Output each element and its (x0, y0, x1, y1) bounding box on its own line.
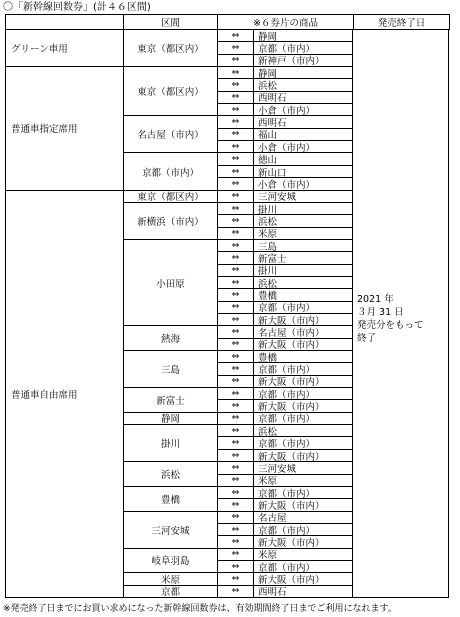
two-way-arrow-icon: ⇔ (217, 313, 254, 326)
route-block (123, 29, 352, 66)
destination-cell: 新大阪（市内） (253, 535, 353, 548)
route-row (217, 227, 352, 239)
destination-cell: 京都（市内） (253, 362, 353, 375)
origin-cell: 東京（都区内） (123, 66, 218, 116)
route-block (123, 387, 352, 412)
origin-cell: 東京（都区内） (123, 29, 218, 67)
page-title: 〇「新幹線回数券」(計４６区間) (3, 2, 151, 13)
ticket-blocks (123, 29, 352, 66)
destination-list (217, 115, 352, 152)
end-date-cell (352, 29, 449, 598)
destination-cell: 新大阪（市内） (253, 572, 353, 585)
route-row (217, 399, 352, 411)
destination-cell: 京都（市内） (253, 41, 353, 54)
two-way-arrow-icon: ⇔ (217, 436, 254, 449)
route-row (217, 239, 352, 251)
route-block (123, 511, 352, 548)
route-block (123, 66, 352, 115)
destination-list (217, 152, 352, 189)
destination-cell: 名古屋（市内） (253, 325, 353, 338)
destination-cell: 西明石 (253, 585, 353, 598)
destination-cell: 小倉（市内） (253, 177, 353, 190)
ticket-group (5, 66, 352, 190)
two-way-arrow-icon: ⇔ (217, 276, 254, 289)
ticket-type-cell: 普通車指定席用 (5, 66, 124, 191)
two-way-arrow-icon: ⇔ (217, 227, 254, 240)
two-way-arrow-icon: ⇔ (217, 548, 254, 561)
two-way-arrow-icon: ⇔ (217, 29, 254, 42)
route-row (217, 264, 352, 276)
route-row (217, 535, 352, 547)
origin-cell: 京都 (123, 585, 218, 598)
destination-cell: 徳山 (253, 152, 353, 165)
two-way-arrow-icon: ⇔ (217, 338, 254, 351)
origin-cell: 三河安城 (123, 511, 218, 549)
route-row (217, 548, 352, 560)
destination-list (217, 511, 352, 548)
origin-cell: 熱海 (123, 325, 218, 351)
destination-list (217, 190, 352, 202)
route-block (123, 350, 352, 387)
destination-list (217, 412, 352, 424)
two-way-arrow-icon: ⇔ (217, 523, 254, 536)
destination-list (217, 350, 352, 387)
destination-cell: 静岡 (253, 66, 353, 79)
destination-cell: 新大阪（市内） (253, 399, 353, 412)
origin-cell: 東京（都区内） (123, 190, 218, 203)
destination-cell: 新大阪（市内） (253, 449, 353, 462)
route-block (123, 152, 352, 189)
two-way-arrow-icon: ⇔ (217, 399, 254, 412)
destination-list (217, 585, 352, 597)
route-row (217, 511, 352, 523)
route-table (5, 14, 449, 597)
route-row (217, 325, 352, 337)
destination-list (217, 325, 352, 350)
end-date-text: 2021 年 ３月 31 日 発売分をもって 終了 (357, 293, 424, 344)
route-row (217, 436, 352, 448)
destination-cell: 京都（市内） (253, 486, 353, 499)
route-row (217, 412, 352, 424)
route-row (217, 498, 352, 510)
two-way-arrow-icon: ⇔ (217, 214, 254, 227)
two-way-arrow-icon: ⇔ (217, 41, 254, 54)
destination-cell: 浜松 (253, 276, 353, 289)
route-block (123, 115, 352, 152)
ticket-type-cell: グリーン車用 (5, 29, 124, 67)
route-row (217, 214, 352, 226)
two-way-arrow-icon: ⇔ (217, 152, 254, 165)
two-way-arrow-icon: ⇔ (217, 301, 254, 314)
two-way-arrow-icon: ⇔ (217, 572, 254, 585)
route-block (123, 585, 352, 597)
two-way-arrow-icon: ⇔ (217, 115, 254, 128)
header-blank (5, 14, 124, 30)
route-row (217, 523, 352, 535)
route-row (217, 449, 352, 461)
two-way-arrow-icon: ⇔ (217, 128, 254, 141)
destination-cell: 新富士 (253, 251, 353, 264)
two-way-arrow-icon: ⇔ (217, 498, 254, 511)
destination-cell: 京都（市内） (253, 523, 353, 536)
route-row (217, 585, 352, 597)
destination-cell: 新大阪（市内） (253, 498, 353, 511)
destination-list (217, 387, 352, 412)
route-row (217, 560, 352, 572)
ticket-blocks (123, 190, 352, 598)
route-row (217, 572, 352, 584)
two-way-arrow-icon: ⇔ (217, 585, 254, 598)
origin-cell: 小田原 (123, 239, 218, 326)
destination-list (217, 239, 352, 325)
destination-cell: 掛川 (253, 202, 353, 215)
destination-cell: 三河安城 (253, 190, 353, 203)
route-row (217, 387, 352, 399)
destination-cell: 京都（市内） (253, 412, 353, 425)
two-way-arrow-icon: ⇔ (217, 288, 254, 301)
origin-cell: 浜松 (123, 461, 218, 487)
route-block (123, 486, 352, 511)
route-block (123, 461, 352, 486)
route-row (217, 486, 352, 498)
destination-list (217, 202, 352, 239)
two-way-arrow-icon: ⇔ (217, 486, 254, 499)
two-way-arrow-icon: ⇔ (217, 66, 254, 79)
origin-cell: 新富士 (123, 387, 218, 413)
route-block (123, 548, 352, 573)
route-row (217, 66, 352, 78)
two-way-arrow-icon: ⇔ (217, 91, 254, 104)
route-row (217, 461, 352, 473)
two-way-arrow-icon: ⇔ (217, 560, 254, 573)
route-row (217, 474, 352, 486)
destination-cell: 新大阪（市内） (253, 338, 353, 351)
destination-cell: 西明石 (253, 115, 353, 128)
route-row (217, 288, 352, 300)
destination-cell: 浜松 (253, 78, 353, 91)
two-way-arrow-icon: ⇔ (217, 387, 254, 400)
two-way-arrow-icon: ⇔ (217, 54, 254, 67)
route-row (217, 313, 352, 325)
header-products: ※６券片の商品 (217, 14, 354, 30)
route-row (217, 29, 352, 41)
two-way-arrow-icon: ⇔ (217, 449, 254, 462)
route-block (123, 325, 352, 350)
route-row (217, 54, 352, 66)
destination-cell: 浜松 (253, 424, 353, 437)
route-block (123, 202, 352, 239)
destination-cell: 小倉（市内） (253, 103, 353, 116)
route-row (217, 190, 352, 202)
route-row (217, 276, 352, 288)
destination-cell: 米原 (253, 227, 353, 240)
destination-cell: 新大阪（市内） (253, 313, 353, 326)
header-section: 区間 (123, 14, 218, 30)
destination-cell: 京都（市内） (253, 560, 353, 573)
route-row (217, 128, 352, 140)
destination-cell: 豊橋 (253, 288, 353, 301)
destination-cell: 京都（市内） (253, 387, 353, 400)
origin-cell: 掛川 (123, 424, 218, 462)
two-way-arrow-icon: ⇔ (217, 78, 254, 91)
ticket-group (5, 29, 352, 66)
destination-cell: 新山口 (253, 165, 353, 178)
destination-cell: 浜松 (253, 214, 353, 227)
destination-list (217, 424, 352, 461)
route-block (123, 190, 352, 202)
destination-list (217, 572, 352, 584)
route-row (217, 424, 352, 436)
two-way-arrow-icon: ⇔ (217, 412, 254, 425)
two-way-arrow-icon: ⇔ (217, 461, 254, 474)
footnote: ※発売終了日までにお買い求めになった新幹線回数券は、有効期間終了日までご利用になれます。 (3, 604, 397, 614)
destination-list (217, 66, 352, 115)
route-block (123, 239, 352, 325)
route-block (123, 572, 352, 584)
destination-cell: 福山 (253, 128, 353, 141)
two-way-arrow-icon: ⇔ (217, 103, 254, 116)
destination-cell: 小倉（市内） (253, 140, 353, 153)
two-way-arrow-icon: ⇔ (217, 424, 254, 437)
two-way-arrow-icon: ⇔ (217, 202, 254, 215)
destination-cell: 新大阪（市内） (253, 375, 353, 388)
route-row (217, 115, 352, 127)
route-row (217, 362, 352, 374)
origin-cell: 静岡 (123, 412, 218, 425)
route-row (217, 91, 352, 103)
origin-cell: 米原 (123, 572, 218, 585)
two-way-arrow-icon: ⇔ (217, 375, 254, 388)
route-row (217, 78, 352, 90)
ticket-blocks (123, 66, 352, 190)
destination-cell: 静岡 (253, 29, 353, 42)
origin-cell: 岐阜羽島 (123, 548, 218, 574)
destination-cell: 名古屋 (253, 511, 353, 524)
route-columns (5, 29, 352, 597)
destination-list (217, 548, 352, 573)
route-row (217, 375, 352, 387)
route-row (217, 41, 352, 53)
destination-cell: 京都（市内） (253, 436, 353, 449)
origin-cell: 京都（市内） (123, 152, 218, 190)
two-way-arrow-icon: ⇔ (217, 474, 254, 487)
two-way-arrow-icon: ⇔ (217, 325, 254, 338)
route-row (217, 350, 352, 362)
destination-cell: 新神戸（市内） (253, 54, 353, 67)
route-row (217, 301, 352, 313)
route-row (217, 251, 352, 263)
route-row (217, 202, 352, 214)
destination-cell: 西明石 (253, 91, 353, 104)
destination-cell: 掛川 (253, 264, 353, 277)
origin-cell: 新横浜（市内） (123, 202, 218, 240)
route-block (123, 424, 352, 461)
two-way-arrow-icon: ⇔ (217, 190, 254, 203)
destination-cell: 米原 (253, 474, 353, 487)
ticket-group (5, 190, 352, 598)
route-row (217, 103, 352, 115)
two-way-arrow-icon: ⇔ (217, 362, 254, 375)
destination-cell: 三河安城 (253, 461, 353, 474)
destination-list (217, 29, 352, 66)
ticket-type-cell: 普通車自由席用 (5, 190, 124, 599)
route-row (217, 152, 352, 164)
destination-cell: 豊橋 (253, 350, 353, 363)
route-row (217, 338, 352, 350)
origin-cell: 三島 (123, 350, 218, 388)
table-header (5, 14, 449, 29)
two-way-arrow-icon: ⇔ (217, 535, 254, 548)
route-row (217, 140, 352, 152)
destination-cell: 米原 (253, 548, 353, 561)
origin-cell: 名古屋（市内） (123, 115, 218, 153)
destination-cell: 京都（市内） (253, 301, 353, 314)
two-way-arrow-icon: ⇔ (217, 165, 254, 178)
destination-list (217, 486, 352, 511)
two-way-arrow-icon: ⇔ (217, 251, 254, 264)
two-way-arrow-icon: ⇔ (217, 264, 254, 277)
table-body (5, 29, 449, 597)
route-block (123, 412, 352, 424)
route-row (217, 165, 352, 177)
header-end: 発売終了日 (353, 14, 450, 30)
two-way-arrow-icon: ⇔ (217, 350, 254, 363)
two-way-arrow-icon: ⇔ (217, 511, 254, 524)
destination-list (217, 461, 352, 486)
origin-cell: 豊橋 (123, 486, 218, 512)
route-row (217, 177, 352, 189)
two-way-arrow-icon: ⇔ (217, 140, 254, 153)
two-way-arrow-icon: ⇔ (217, 177, 254, 190)
two-way-arrow-icon: ⇔ (217, 239, 254, 252)
destination-cell: 三島 (253, 239, 353, 252)
